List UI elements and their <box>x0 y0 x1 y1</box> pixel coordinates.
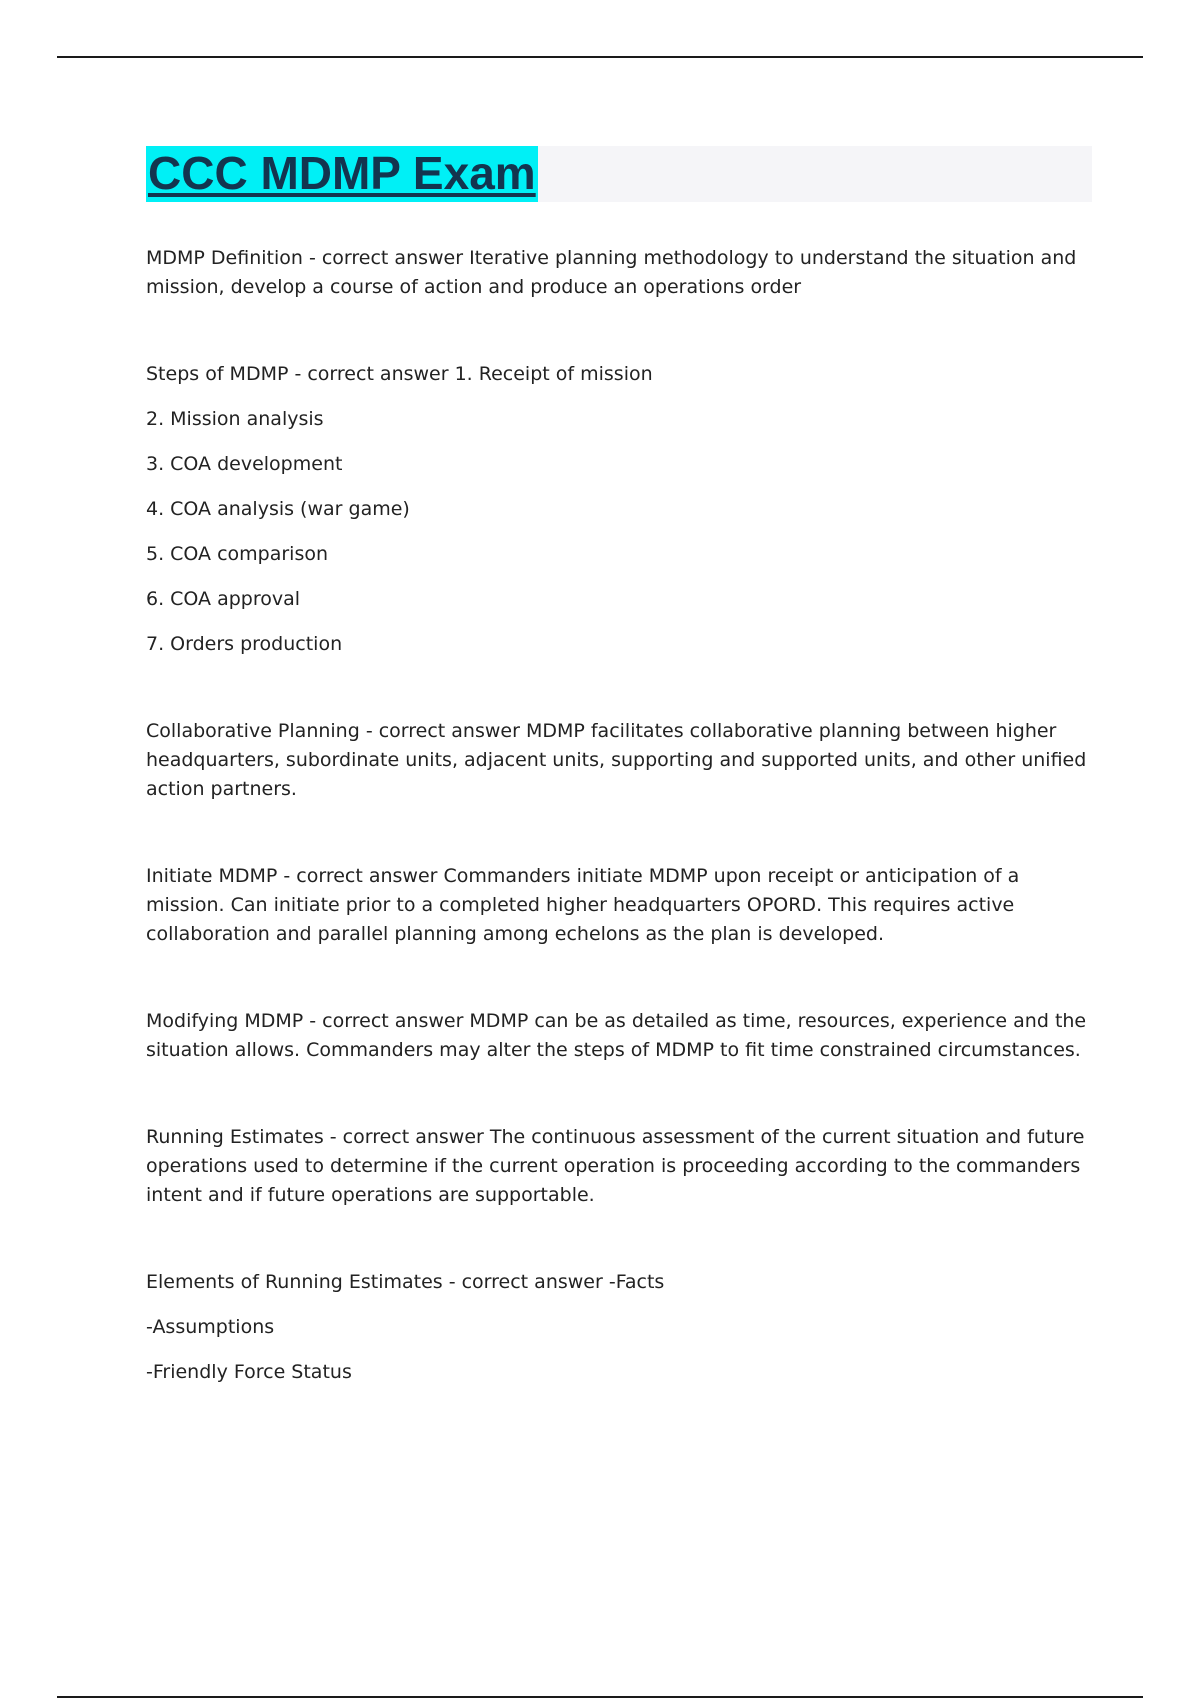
list-item: -Friendly Force Status <box>146 1361 352 1383</box>
entry-modifying-mdmp: Modifying MDMP - correct answer MDMP can be as detailed as time, resources, experience and the situation allows. Commanders may alter the steps of MDMP to fit time constrained circumstances. <box>146 1010 1087 1061</box>
page-title: CCC MDMP Exam <box>146 146 538 202</box>
list-item: Elements of Running Estimates - correct answer -Facts <box>146 1271 665 1293</box>
document-body <box>146 244 1096 1387</box>
header-rule <box>57 56 1143 58</box>
footer-rule <box>57 1696 1143 1698</box>
list-item: -Assumptions <box>146 1316 275 1338</box>
entry-steps-of-mdmp <box>146 360 1096 659</box>
entry-mdmp-definition: MDMP Definition - correct answer Iterative planning methodology to understand the situation and mission, develop a course of action and produce an operations order <box>146 247 1077 298</box>
entry-elements-of-running-estimates <box>146 1268 1096 1387</box>
list-item: 2. Mission analysis <box>146 408 324 430</box>
entry-initiate-mdmp: Initiate MDMP - correct answer Commanders initiate MDMP upon receipt or anticipation of a mission. Can initiate prior to a completed higher headquarters OPORD. This requires active collaboration and parallel planning among echelons as the plan is developed. <box>146 865 1020 945</box>
list-item: 5. COA comparison <box>146 543 329 565</box>
list-item: 7. Orders production <box>146 633 343 655</box>
list-item: 3. COA development <box>146 453 343 475</box>
list-item: 4. COA analysis (war game) <box>146 498 410 520</box>
entry-collaborative-planning: Collaborative Planning - correct answer MDMP facilitates collaborative planning between higher headquarters, subordinate units, adjacent units, supporting and supported units, and other unified action partners. <box>146 720 1087 800</box>
entry-running-estimates: Running Estimates - correct answer The continuous assessment of the current situation and future operations used to determine if the current operation is proceeding according to the commanders intent and if future operations are supportable. <box>146 1126 1085 1206</box>
list-item: Steps of MDMP - correct answer 1. Receipt of mission <box>146 363 653 385</box>
list-item: 6. COA approval <box>146 588 301 610</box>
